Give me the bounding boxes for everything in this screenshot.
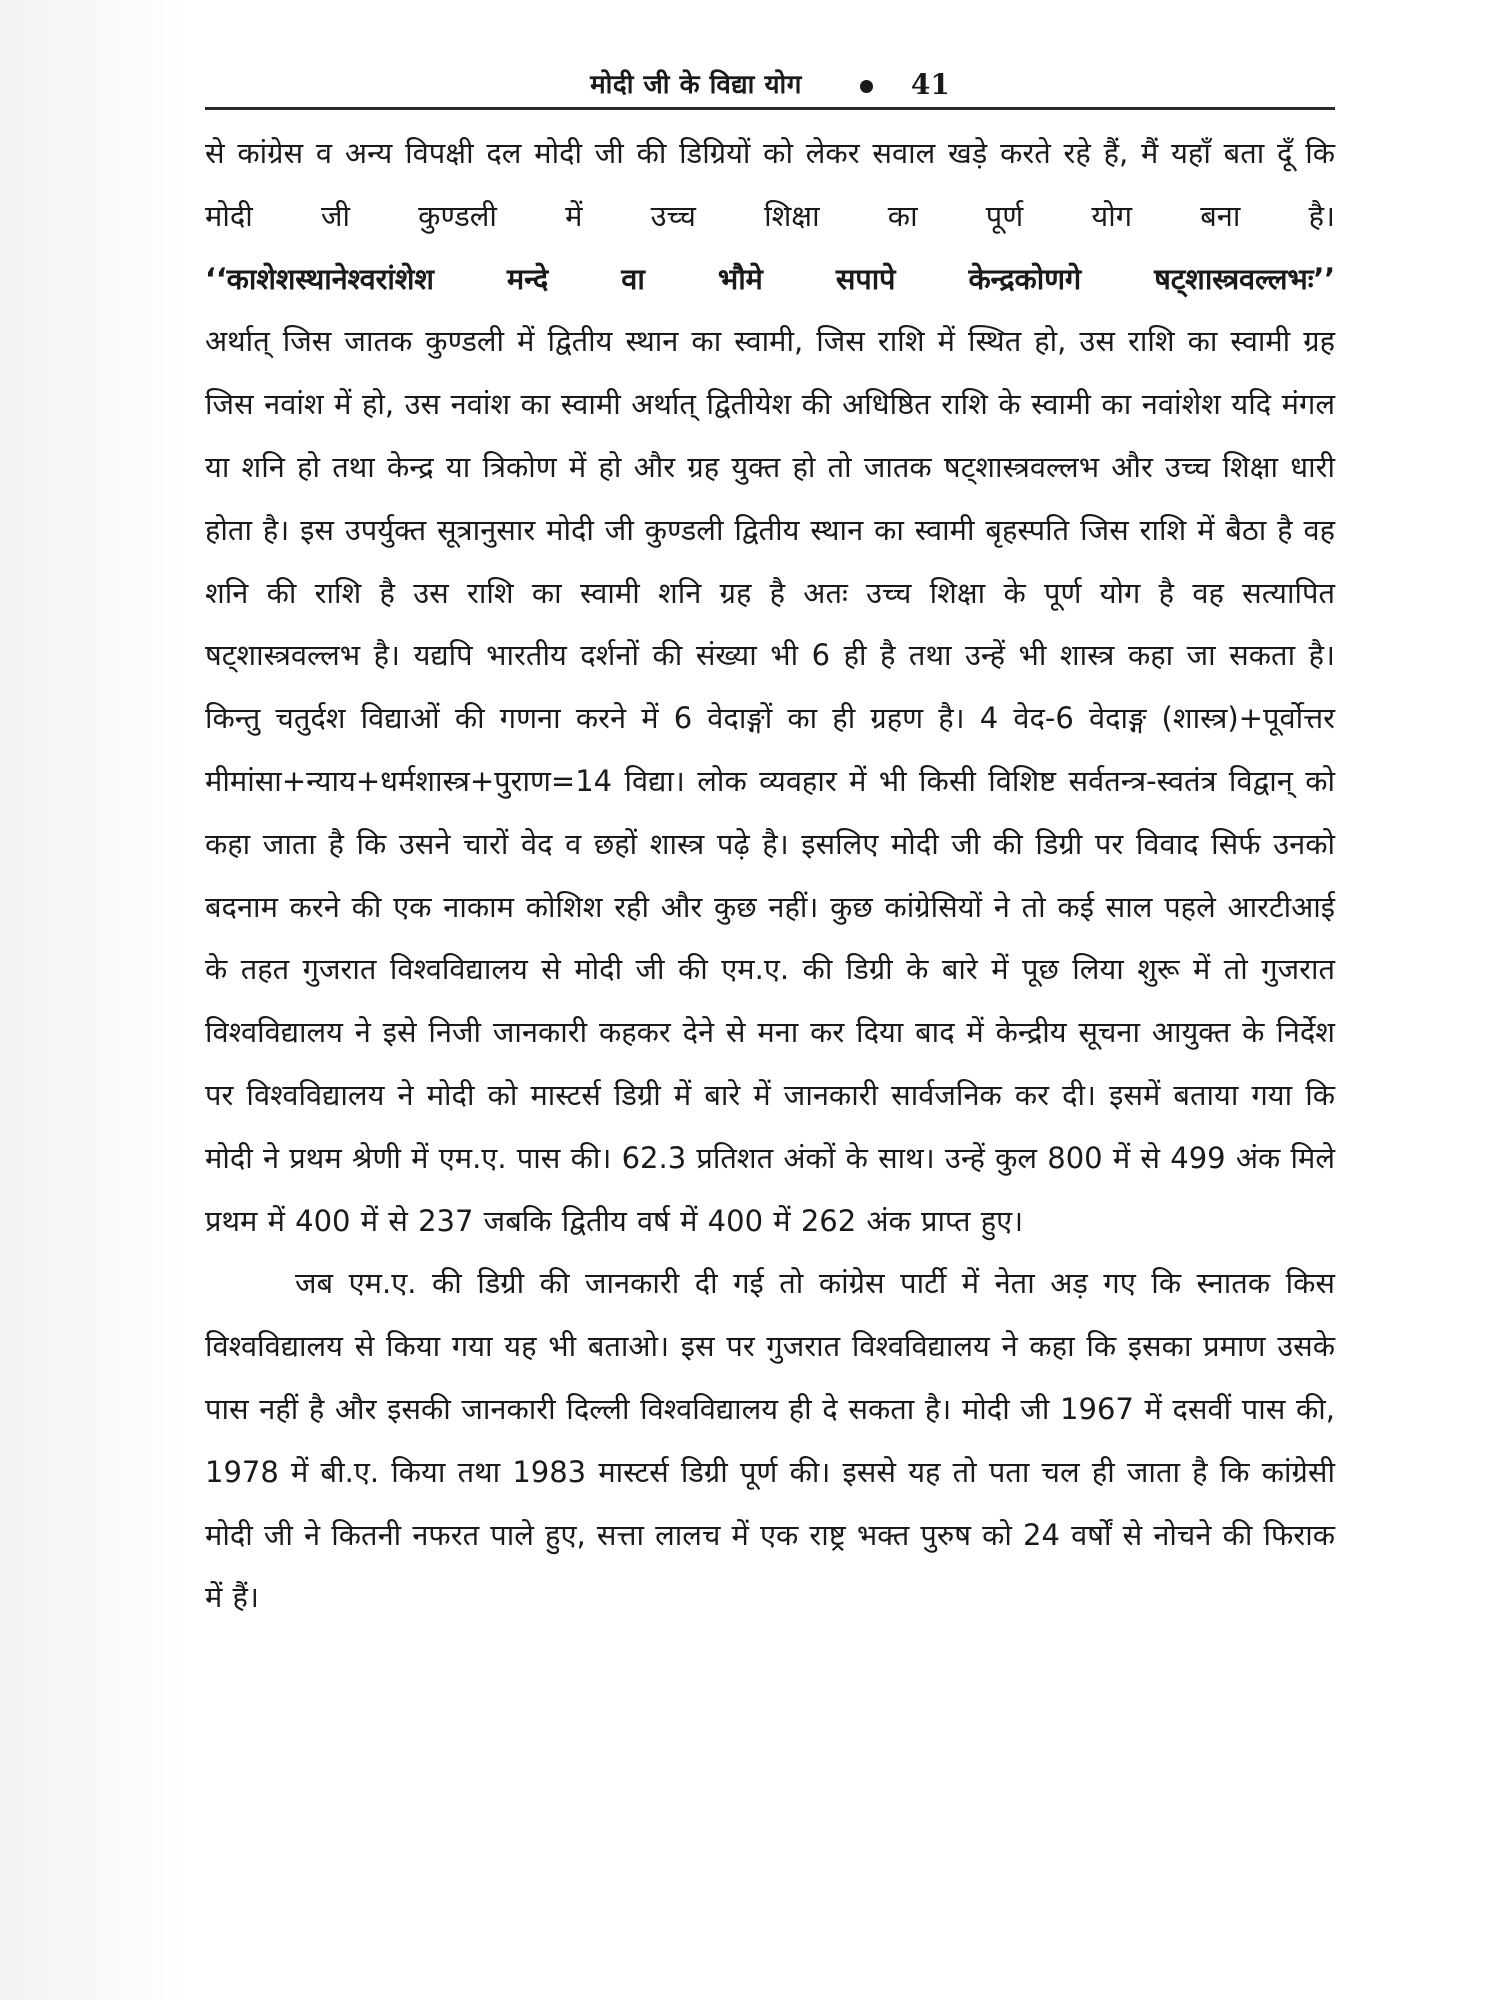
book-page: [205, 55, 1335, 1955]
body-text: [205, 122, 1335, 1629]
paragraph-1: से कांग्रेस व अन्य विपक्षी दल मोदी जी की डिग्रियों को लेकर सवाल खड़े करते रहे हैं, मैं यहाँ बता दूँ कि मोदी जी कुण्डली में उच्च शिक्षा का पूर्ण योग बना है।: [205, 136, 1335, 233]
paragraph-2: अर्थात् जिस जातक कुण्डली में द्वितीय स्थान का स्वामी, जिस राशि में स्थित हो, उस राशि का स्वामी ग्रह जिस नवांश में हो, उस नवांश का स्वामी अर्थात् द्वितीयेश की अधिष्ठित राशि के स्वामी का नवांशेश यदि मंगल या शनि हो तथा केन्द्र या त्रिकोण में हो और ग्रह युक्त हो तो जातक षट्शास्त्रवल्लभ और उच्च शिक्षा धारी होता है। इस उपर्युक्त सूत्रानुसार मोदी जी कुण्डली द्वितीय स्थान का स्वामी बृहस्पति जिस राशि में बैठा है वह शनि की राशि है उस राशि का स्वामी शनि ग्रह है अतः उच्च शिक्षा के पूर्ण योग है वह सत्यापित षट्शास्त्रवल्लभ है। यद्यपि भारतीय दर्शनों की संख्या भी 6 ही है तथा उन्हें भी शास्त्र कहा जा सकता है। किन्तु चतुर्दश विद्याओं की गणना करने में 6 वेदाङ्गों का ही ग्रहण है। 4 वेद-6 वेदाङ्ग (शास्त्र)+पूर्वोत्तर मीमांसा+न्याय+धर्मशास्त्र+पुराण=14 विद्या। लोक व्यवहार में भी किसी विशिष्ट सर्वतन्त्र-स्वतंत्र विद्वान् को कहा जाता है कि उसने चारों वेद व छहों शास्त्र पढ़े है। इसलिए मोदी जी की डिग्री पर विवाद सिर्फ उनको बदनाम करने की एक नाकाम कोशिश रही और कुछ नहीं। कुछ कांग्रेसियों ने तो कई साल पहले आरटीआई के तहत गुजरात विश्वविद्यालय से मोदी जी की एम.ए. की डिग्री के बारे में पूछ लिया शुरू में तो गुजरात विश्वविद्यालय ने इसे निजी जानकारी कहकर देने से मना कर दिया बाद में केन्द्रीय सूचना आयुक्त के निर्देश पर विश्वविद्यालय ने मोदी को मास्टर्स डिग्री में बारे में जानकारी सार्वजनिक कर दी। इसमें बताया गया कि मोदी ने प्रथम श्रेणी में एम.ए. पास की। 62.3 प्रतिशत अंकों के साथ। उन्हें कुल 800 में से 499 अंक मिले प्रथम में 400 में से 237 जबकि द्वितीय वर्ष में 400 में 262 अंक प्राप्त हुए।: [205, 324, 1335, 1238]
page-gutter-shadow: [0, 0, 190, 2000]
paragraph-3: जब एम.ए. की डिग्री की जानकारी दी गई तो कांग्रेस पार्टी में नेता अड़ गए कि स्नातक किस विश्वविद्यालय से किया गया यह भी बताओ। इस पर गुजरात विश्वविद्यालय ने कहा कि इसका प्रमाण उसके पास नहीं है और इसकी जानकारी दिल्ली विश्वविद्यालय ही दे सकता है। मोदी जी 1967 में दसवीं पास की, 1978 में बी.ए. किया तथा 1983 मास्टर्स डिग्री पूर्ण की। इससे यह तो पता चल ही जाता है कि कांग्रेसी मोदी जी ने कितनी नफरत पाले हुए, सत्ता लालच में एक राष्ट्र भक्त पुरुष को 24 वर्षों से नोचने की फिराक में हैं।: [205, 1266, 1335, 1615]
sanskrit-verse: ‘‘काशेशस्थानेश्वरांशेश मन्दे वा भौमे सपापे केन्द्रकोणगे षट्शास्त्रवल्लभः’’: [205, 261, 1335, 296]
running-title: मोदी जी के विद्या योग: [590, 70, 802, 100]
bullet-icon: [860, 80, 873, 93]
running-header: [205, 55, 1335, 110]
page-number: 41: [910, 68, 950, 101]
